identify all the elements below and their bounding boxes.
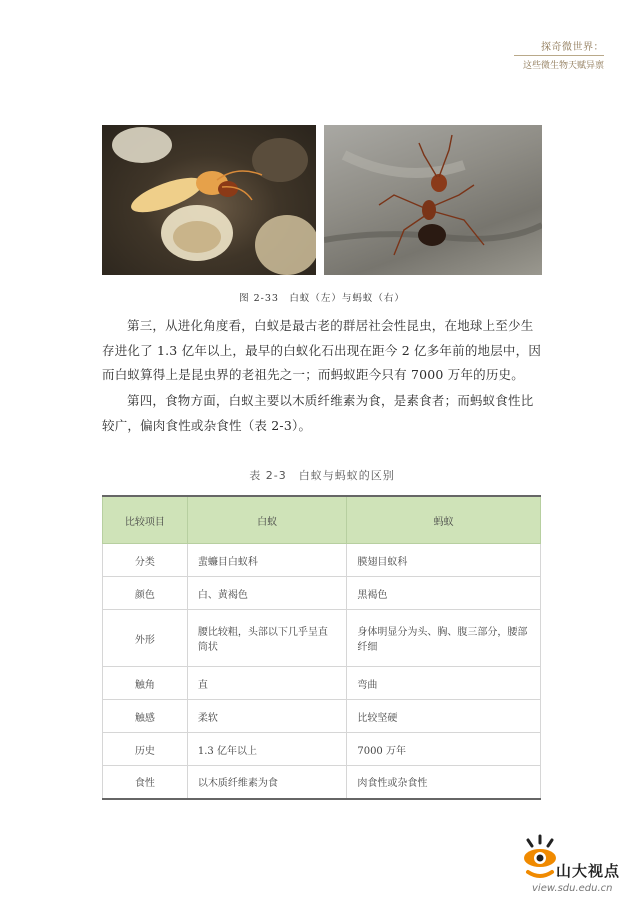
termite-cell: 腰比较粗，头部以下几乎呈直筒状 — [187, 610, 346, 667]
termite-cell: 1.3 亿年以上 — [187, 733, 346, 766]
row-label: 食性 — [103, 766, 188, 799]
watermark-url: view.sdu.edu.cn — [532, 883, 613, 894]
termite-cell: 蜚蠊目白蚁科 — [187, 544, 346, 577]
table-row — [103, 544, 541, 577]
table-row — [103, 766, 541, 799]
row-label: 颜色 — [103, 577, 188, 610]
table-row — [103, 733, 541, 766]
ant-cell: 7000 万年 — [347, 733, 541, 766]
table-row — [103, 577, 541, 610]
header-series-title: 探奇微世界： — [541, 42, 604, 53]
figure-caption: 图 2-33 白蚁（左）与蚂蚁（右） — [239, 293, 405, 304]
termite-photo — [102, 125, 316, 275]
ant-cell: 比较坚硬 — [347, 700, 541, 733]
ant-cell: 身体明显分为头、胸、腹三部分，腰部纤细 — [347, 610, 541, 667]
termite-cell: 白、黄褐色 — [187, 577, 346, 610]
header-ant: 蚂蚁 — [347, 496, 541, 544]
running-header — [514, 38, 604, 71]
table-row — [103, 610, 541, 667]
watermark-logo — [520, 834, 644, 900]
termite-cell: 柔软 — [187, 700, 346, 733]
header-book-title: 这些微生物天赋异禀 — [522, 61, 604, 71]
ant-cell: 肉食性或杂食性 — [347, 766, 541, 799]
eye-logo-icon — [520, 834, 560, 882]
table-row — [103, 700, 541, 733]
watermark-name: 山大视点 — [556, 862, 621, 880]
row-label: 触感 — [103, 700, 188, 733]
ant-cell: 黑褐色 — [347, 577, 541, 610]
comparison-table — [102, 495, 541, 800]
ant-cell: 弯曲 — [347, 667, 541, 700]
header-item: 比较项目 — [103, 496, 188, 544]
row-label: 触角 — [103, 667, 188, 700]
ant-photo — [324, 125, 542, 275]
termite-cell: 以木质纤维素为食 — [187, 766, 346, 799]
header-rule — [514, 55, 604, 56]
row-label: 外形 — [103, 610, 188, 667]
paragraph-evolution: 第三，从进化角度看，白蚁是最古老的群居社会性昆虫，在地球上至少生存进化了 1.3 亿年以上，最早的白蚁化石出现在距今 2 亿多年前的地层中，因而白蚁算得上是昆虫界的老祖先之一；而蚂蚁距今只有 7000 万年的历史。 — [102, 318, 542, 382]
table-header-row — [103, 496, 541, 544]
table-row — [103, 667, 541, 700]
row-label: 历史 — [103, 733, 188, 766]
ant-cell: 膜翅目蚁科 — [347, 544, 541, 577]
paragraph-diet: 第四，食物方面，白蚁主要以木质纤维素为食，是素食者；而蚂蚁食性比较广，偏肉食性或杂食性（表 2-3）。 — [102, 393, 534, 433]
table-title: 表 2-3 白蚁与蚂蚁的区别 — [249, 469, 395, 482]
row-label: 分类 — [103, 544, 188, 577]
header-termite: 白蚁 — [187, 496, 346, 544]
termite-cell: 直 — [187, 667, 346, 700]
